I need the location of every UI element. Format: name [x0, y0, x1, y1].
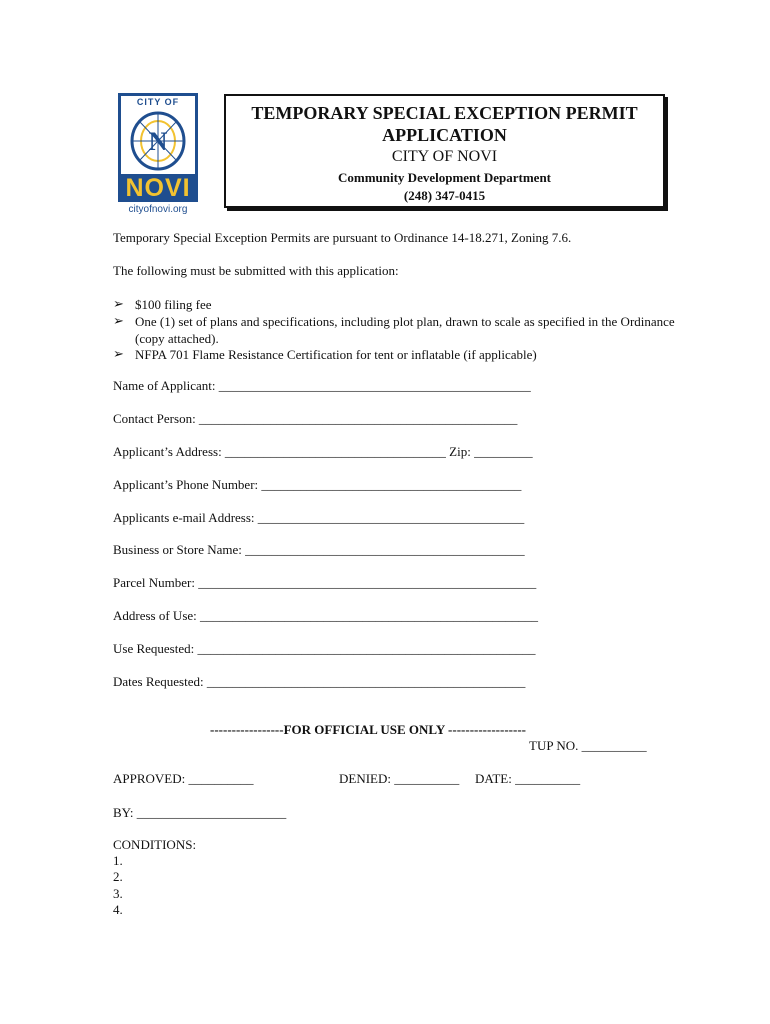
logo-emblem — [118, 108, 198, 174]
applicant-phone-field[interactable]: Applicant’s Phone Number: ________________________________________ — [113, 477, 522, 492]
denied-field[interactable]: DENIED: __________ — [339, 771, 460, 786]
bullet-arrow-icon: ➢ — [113, 346, 124, 361]
requirement-text: $100 filing fee — [135, 297, 212, 312]
date-field[interactable]: DATE: __________ — [475, 771, 581, 786]
applicant-email-field[interactable]: Applicants e-mail Address: _________________________________________ — [113, 510, 525, 525]
parcel-number-field[interactable]: Parcel Number: ____________________________________________________ — [113, 575, 537, 590]
logo-bottom-text: NOVI — [118, 174, 198, 202]
approved-field[interactable]: APPROVED: __________ — [113, 771, 254, 786]
condition-item: 1. — [113, 853, 123, 868]
city-of-novi-logo — [118, 93, 198, 215]
applicant-address-field[interactable]: Applicant’s Address: __________________________________ Zip: _________ — [113, 444, 533, 459]
logo-top-text: CITY OF — [118, 93, 198, 108]
department-name: Community Development Department — [337, 170, 552, 185]
title-line-1: TEMPORARY SPECIAL EXCEPTION PERMIT — [251, 103, 638, 123]
novi-emblem-icon — [125, 110, 191, 172]
title-box — [224, 94, 665, 208]
dates-requested-field[interactable]: Dates Requested: _________________________________________________ — [113, 674, 526, 689]
name-of-applicant-field[interactable]: Name of Applicant: ________________________________________________ — [113, 378, 531, 393]
department-phone: (248) 347-0415 — [403, 188, 486, 203]
business-name-field[interactable]: Business or Store Name: ___________________________________________ — [113, 542, 525, 557]
condition-item: 2. — [113, 869, 123, 884]
logo-url: cityofnovi.org — [128, 204, 188, 215]
title-line-2: APPLICATION — [382, 125, 507, 145]
city-name: CITY OF NOVI — [391, 148, 498, 165]
requirement-text: One (1) set of plans and specifications, including plot plan, drawn to scale as specified in the Ordinance (copy attached). — [135, 314, 675, 346]
conditions-label: CONDITIONS: — [113, 837, 197, 852]
svg-text:N: N — [148, 127, 168, 156]
tup-number-field[interactable]: TUP NO. __________ — [529, 738, 647, 753]
contact-person-field[interactable]: Contact Person: _________________________________________________ — [113, 411, 518, 426]
condition-item: 4. — [113, 902, 123, 917]
bullet-arrow-icon: ➢ — [113, 313, 124, 328]
use-requested-field[interactable]: Use Requested: ____________________________________________________ — [113, 641, 536, 656]
by-field[interactable]: BY: _______________________ — [113, 805, 287, 820]
official-use-heading: -----------------FOR OFFICIAL USE ONLY ------------------ — [210, 722, 526, 737]
bullet-arrow-icon: ➢ — [113, 296, 124, 311]
intro-text: Temporary Special Exception Permits are pursuant to Ordinance 14-18.271, Zoning 7.6. — [113, 230, 572, 245]
requirements-heading: The following must be submitted with this application: — [113, 263, 399, 278]
address-of-use-field[interactable]: Address of Use: ____________________________________________________ — [113, 608, 539, 623]
requirement-text: NFPA 701 Flame Resistance Certification for tent or inflatable (if applicable) — [135, 347, 537, 362]
condition-item: 3. — [113, 886, 123, 901]
